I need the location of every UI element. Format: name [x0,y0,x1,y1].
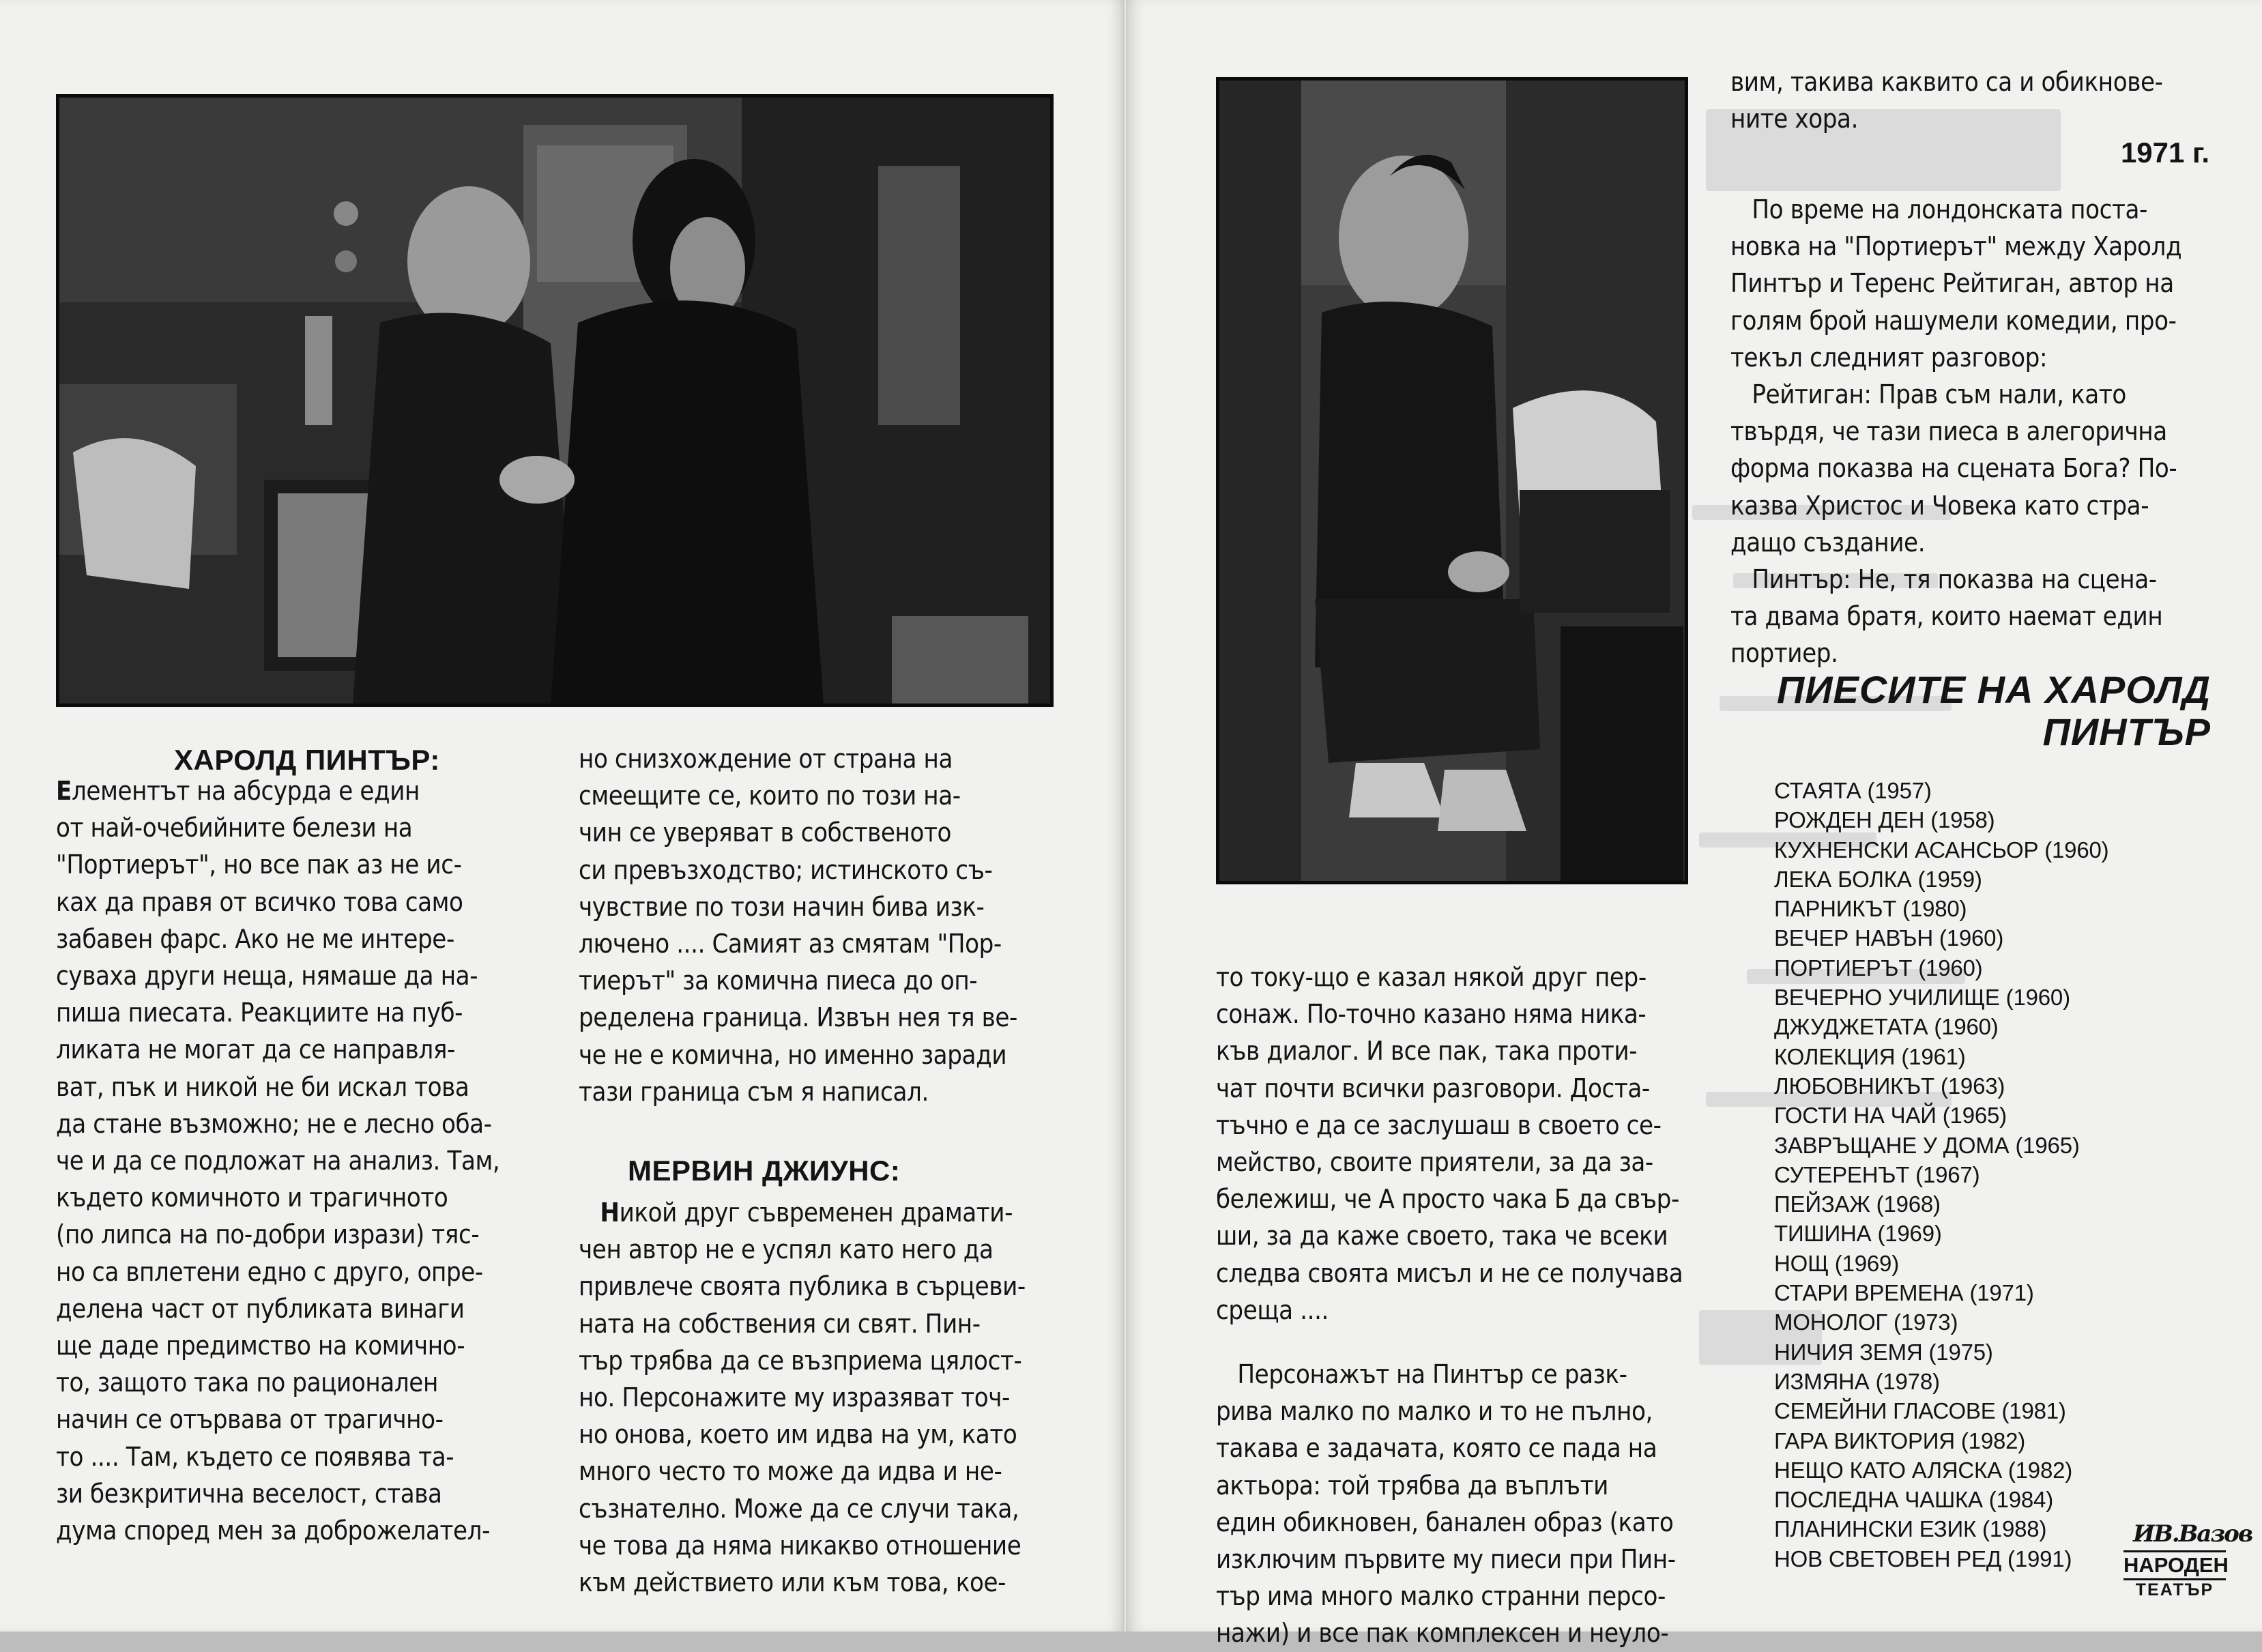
text-line: но снизхождение от страна на [579,744,953,774]
list-item: НЕЩО КАТО АЛЯСКА (1982) [1774,1457,2073,1483]
text-line: тиерът" за комична пиеса до оп- [579,966,978,996]
rattigan-anecdote [1730,191,2209,672]
text-line: Пинтър: Не, тя показва на сцена- [1730,564,2157,595]
text-line: ши, за да каже своето, така че всеки [1216,1221,1668,1251]
text-line: зи безкритична веселост, става [56,1478,442,1509]
logo-line-1: НАРОДЕН [2123,1550,2226,1580]
text-line: голям брой нашумели комедии, про- [1730,305,2177,336]
heading-mervin-jeans: МЕРВИН ДЖИУНС: [628,1155,901,1187]
text-line: пиша пиесата. Реакциите на пуб- [56,998,463,1028]
text-line: лючено .... Самият аз смятам "Пор- [579,929,1002,959]
text-line: то току-що е казал някой друг пер- [1216,962,1647,992]
text-line: къв диалог. И все пак, така проти- [1216,1036,1638,1067]
text-line: че не е комична, но именно заради [579,1039,1007,1070]
text-line: форма показва на сцената Бога? По- [1730,453,2177,484]
list-item: НОВ СВЕТОВЕН РЕД (1991) [1774,1546,2072,1571]
list-item: ТИШИНА (1969) [1774,1221,1942,1247]
text-line: бележиш, че А просто чака Б да свър- [1216,1184,1679,1215]
stage-photo-two-actors [56,94,1054,707]
national-theatre-logo [2123,1520,2252,1609]
pinter-quote-column-2 [579,740,1052,1110]
text-line: (по липса на по-добри изрази) тяс- [56,1219,480,1250]
text-line: "Портиерът", но все пак аз не ис- [56,850,462,880]
plays-list [1774,776,2156,1574]
text-line [1216,1329,1689,1356]
plays-heading-line-1: ПИЕСИТЕ НА ХАРОЛД [1776,668,2211,711]
list-item: НИЧИЯ ЗЕМЯ (1975) [1774,1339,1993,1365]
text-line: среща .... [1216,1294,1329,1325]
list-item: ГОСТИ НА ЧАЙ (1965) [1774,1103,2007,1129]
text-line: от най-очебийните белези на [56,813,413,843]
list-item: СЕМЕЙНИ ГЛАСОВЕ (1981) [1774,1398,2066,1424]
drop-cap: Е [56,776,72,806]
plays-heading [1747,669,2211,753]
list-item: ЛЕКА БОЛКА (1959) [1774,866,1982,892]
text-line: делена част от публиката винаги [56,1293,465,1324]
text-line: следва своята мисъл и не се получава [1216,1258,1683,1288]
text-line: ках да правя от всичко това само [56,886,463,917]
list-item: НОЩ (1969) [1774,1250,1899,1276]
list-item: СТАЯТА (1957) [1774,778,1932,803]
text-line: към действието или към това, кое- [579,1567,1006,1598]
text-line: чувствие по този начин бива изк- [579,891,985,922]
year-heading: 1971 г. [2120,136,2209,169]
list-item: ВЕЧЕР НАВЪН (1960) [1774,925,2004,951]
list-item: ПАРНИКЪТ (1980) [1774,896,1967,922]
mervin-quote-ending [1730,63,2209,137]
list-item: ЛЮБОВНИКЪТ (1963) [1774,1073,2005,1099]
text-line: тъчно е да се заслушаш в своето се- [1216,1110,1662,1140]
list-item: ИЗМЯНА (1978) [1774,1368,1940,1394]
list-item: ВЕЧЕРНО УЧИЛИЩЕ (1960) [1774,985,2070,1011]
pinter-quote-column-1 [56,772,544,1549]
text-line: тази граница съм я написал. [579,1076,929,1107]
text-line: портиер. [1730,638,1838,669]
list-item: МОНОЛОГ (1973) [1774,1309,1958,1335]
text-line: суваха други неща, нямаше да на- [56,961,478,991]
text-line: изключим първите му пиеси при Пин- [1216,1544,1676,1575]
text-line: но са вплетени едно с друго, опре- [56,1256,483,1287]
text-line: Пинтър и Теренс Рейтиган, автор на [1730,268,2174,299]
text-line: чин се уверяват в собственото [579,817,952,848]
text-line: мейство, своите приятели, за да за- [1216,1147,1653,1178]
text-line: където комичното и трагичното [56,1183,448,1213]
list-item: СУТЕРЕНЪТ (1967) [1774,1161,1980,1187]
text-line: вим, такива каквито са и обикнове- [1730,67,2163,97]
text-line: но. Персонажите му изразяват точ- [579,1382,1010,1413]
text-line: смеещите се, които по този на- [579,781,961,811]
drop-cap: Н [600,1198,620,1228]
text-line: много често то може да идва и не- [579,1456,1002,1487]
list-item: КОЛЕКЦИЯ (1961) [1774,1043,1966,1069]
text-line: такава е задачата, която се пада на [1216,1433,1657,1464]
stage-photo-seated-actor [1216,77,1688,884]
list-item: КУХНЕНСКИ АСАНСЬОР (1960) [1774,837,2109,863]
left-page [0,0,1126,1632]
text-line: Елементът на абсурда е един [56,776,420,806]
text-line: По време на лондонската поста- [1730,194,2147,224]
text-line: то .... Там, където се появява та- [56,1441,454,1472]
text-line: че това да няма никакво отношение [579,1530,1021,1561]
text-line: привлече своята публика в сърцеви- [579,1271,1026,1302]
text-line: ната на собствения си свят. Пин- [579,1308,981,1339]
text-line: казва Христос и Човека като стра- [1730,490,2149,521]
list-item: ПОРТИЕРЪТ (1960) [1774,955,1983,981]
text-line: ните хора. [1730,104,1859,134]
text-line: та двама братя, които наемат един [1730,601,2163,632]
text-line: един обикновен, банален образ (като [1216,1507,1674,1537]
text-line: новка на "Портиерът" между Харолд [1730,231,2182,262]
text-line: чен автор не е успял като него да [579,1234,994,1265]
text-line: твърдя, че тази пиеса в алегорична [1730,416,2167,447]
list-item: РОЖДЕН ДЕН (1958) [1774,807,1995,833]
text-line: забавен фарс. Ако не ме интере- [56,923,454,954]
text-line: рива малко по малко и то не пълно, [1216,1396,1653,1427]
text-line: ликата не могат да се направля- [56,1034,455,1065]
text-line: дащо създание. [1730,527,1926,557]
text-line: начин се отървава от трагично- [56,1404,444,1435]
logo-script: ИВ.Вазов [2133,1520,2252,1548]
text-line: да стане възможно; не е лесно оба- [56,1108,492,1139]
text-line: но онова, което им идва на ум, като [579,1419,1017,1450]
list-item: ПЕЙЗАЖ (1968) [1774,1191,1941,1217]
text-line: тър има много малко странни персо- [1216,1581,1666,1612]
text-line: Рейтиган: Прав съм нали, като [1730,379,2126,410]
list-item: ГАРА ВИКТОРИЯ (1982) [1774,1428,2026,1453]
text-line: дума според мен за доброжелател- [56,1516,491,1546]
text-line: сонаж. По-точно казано няма ника- [1216,999,1647,1030]
plays-heading-line-2: ПИНТЪР [2042,710,2211,753]
mervin-quote-continued [1216,959,1689,1652]
text-line: съзнателно. Може да се случи така, [579,1493,1019,1524]
text-line: Никой друг съвременен драмати- [600,1198,1013,1228]
text-line: чат почти всички разговори. Доста- [1216,1073,1650,1103]
text-line: нажи) и все пак комплексен и неуло- [1216,1618,1669,1649]
text-line: ределена граница. Извън нея тя ве- [579,1002,1017,1033]
text-line: ще даде предимство на комично- [56,1331,465,1361]
text-line: тър трябва да се възприема цялост- [579,1345,1022,1376]
text-line: то, защото така по рационален [56,1367,438,1398]
text-line: че и да се подложат на анализ. Там, [56,1146,500,1176]
list-item: ДЖУДЖЕТАТА (1960) [1774,1014,1999,1040]
text-line: Персонажът на Пинтър се разк- [1216,1359,1627,1390]
text-line: си превъзходство; истинското съ- [579,854,993,885]
text-line: ват, пък и никой не би искал това [56,1071,469,1102]
list-item: СТАРИ ВРЕМЕНА (1971) [1774,1280,2034,1306]
logo-line-2: ТЕАТЪР [2135,1580,2214,1599]
text-line: текъл следният разговор: [1730,342,2048,373]
text-line: актьора: той трябва да въплъти [1216,1470,1608,1501]
list-item: ПЛАНИНСКИ ЕЗИК (1988) [1774,1516,2047,1542]
list-item: ПОСЛЕДНА ЧАШКА (1984) [1774,1487,2053,1513]
heading-harold-pinter: ХАРОЛД ПИНТЪР: [174,744,440,776]
mervin-quote-column [579,1194,1052,1601]
list-item: ЗАВРЪЩАНЕ У ДОМА (1965) [1774,1132,2080,1158]
